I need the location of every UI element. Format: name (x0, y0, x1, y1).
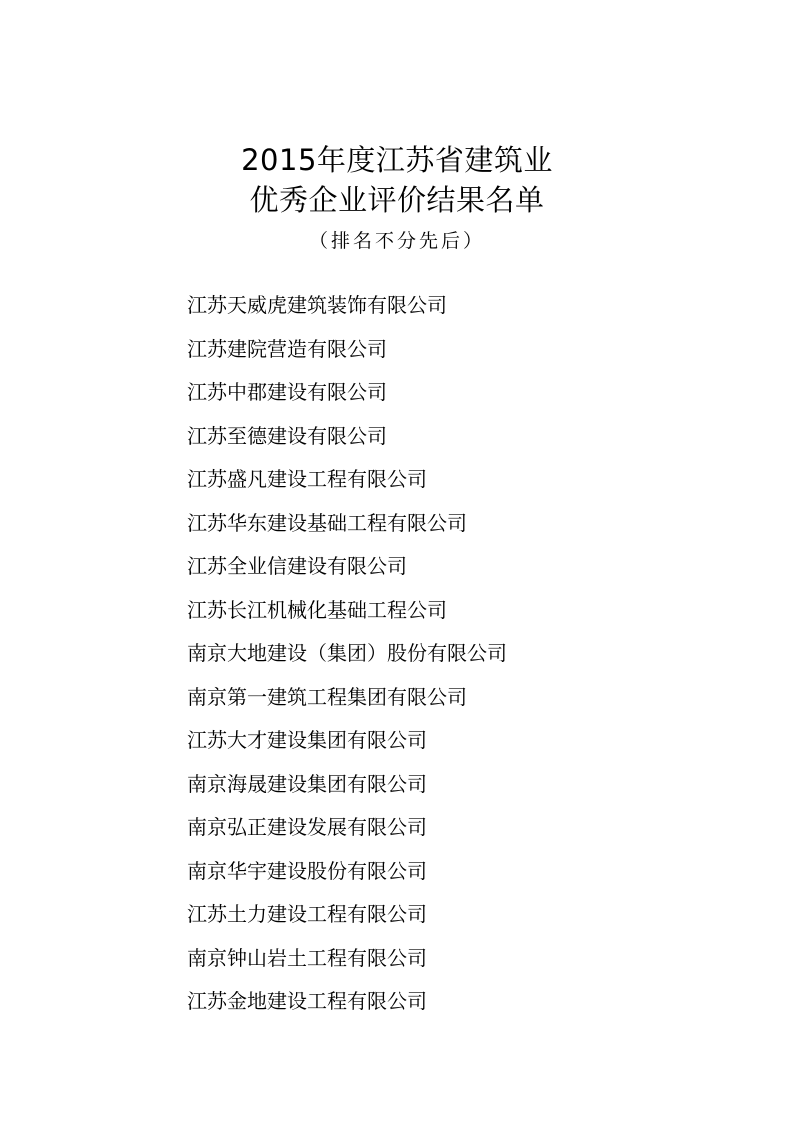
company-item: 南京海晟建设集团有限公司 (187, 771, 427, 796)
title-block (0, 140, 794, 254)
company-list (187, 287, 507, 1027)
company-item: 江苏华东建设基础工程有限公司 (187, 510, 467, 535)
company-item: 江苏金地建设工程有限公司 (187, 989, 427, 1013)
company-item: 江苏盛凡建设工程有限公司 (187, 467, 427, 491)
document-subtitle: （排名不分先后） (308, 230, 485, 252)
company-item: 南京钟山岩土工程有限公司 (187, 945, 427, 970)
document-title-line-1: 2015年度江苏省建筑业 (241, 143, 553, 177)
company-item: 南京华宇建设股份有限公司 (187, 858, 427, 883)
company-item: 江苏土力建设工程有限公司 (187, 902, 427, 926)
document-title-line-2: 优秀企业评价结果名单 (249, 183, 545, 217)
company-item: 南京第一建筑工程集团有限公司 (187, 684, 467, 709)
company-item: 江苏中郡建设有限公司 (187, 380, 387, 404)
company-item: 江苏长江机械化基础工程公司 (187, 597, 447, 622)
company-item: 江苏大才建设集团有限公司 (187, 728, 427, 752)
company-item: 江苏天威虎建筑装饰有限公司 (187, 293, 447, 317)
company-item: 南京大地建设（集团）股份有限公司 (187, 641, 507, 665)
company-item: 江苏至德建设有限公司 (187, 423, 387, 448)
company-item: 南京弘正建设发展有限公司 (187, 815, 427, 839)
company-item: 江苏全业信建设有限公司 (187, 554, 407, 578)
company-item: 江苏建院营造有限公司 (187, 336, 387, 361)
